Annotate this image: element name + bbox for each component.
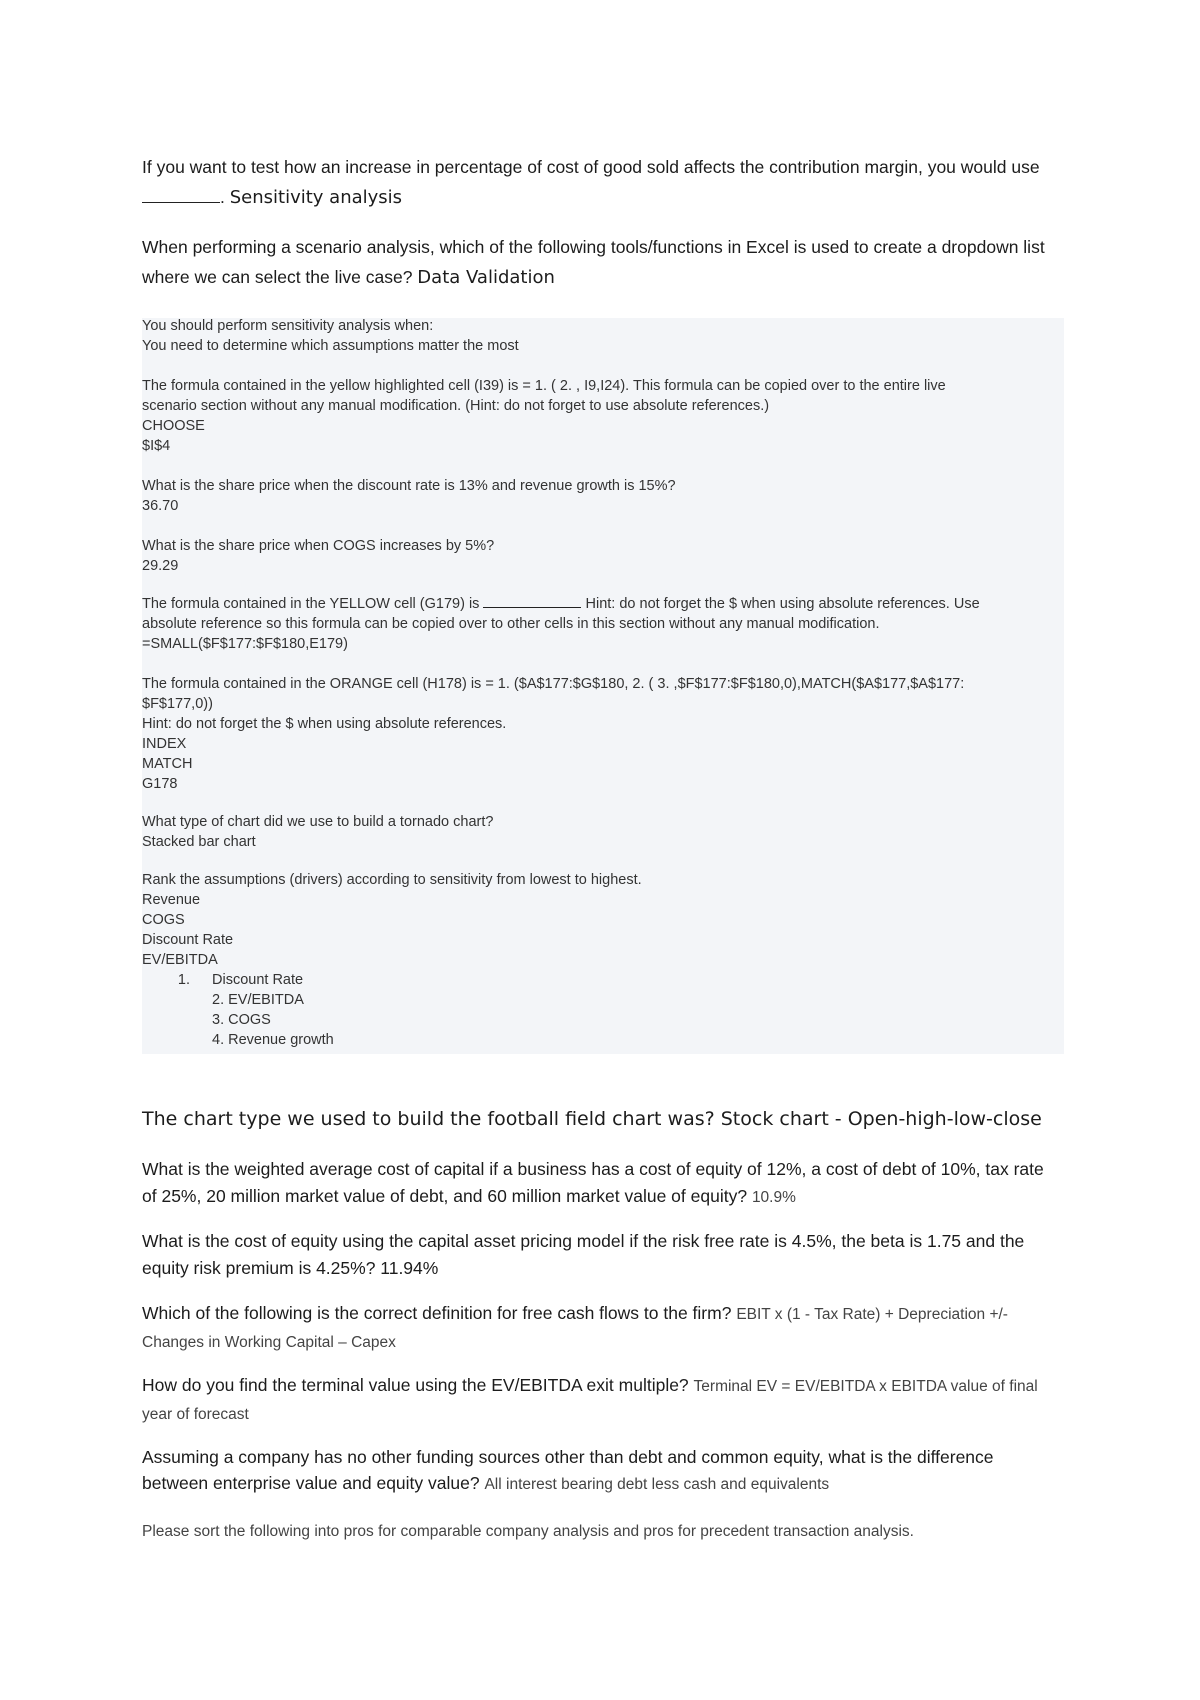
answer-text: All interest bearing debt less cash and equivalents [484,1476,830,1493]
option-item: Discount Rate [142,932,234,948]
question-text: How do you find the terminal value using the EV/EBITDA exit multiple? [142,1375,689,1395]
answer-text: INDEX [142,736,187,752]
answer-text: Stacked bar chart [142,834,256,850]
hint-text: Hint: do not forget the $ when using absolute references. Use [585,596,980,612]
box-item-tornado-chart [142,812,1060,852]
list-label: 3. COGS [212,1012,271,1028]
question-text-cont: scenario section without any manual modification. (Hint: do not forget to use absolute references.) [142,398,770,414]
question-ev-vs-equity [142,1444,1060,1498]
box-item-index-match [142,674,1060,794]
question-sensitivity-analysis [142,152,1060,213]
question-text: You should perform sensitivity analysis when: [142,318,434,334]
question-capm [142,1228,1060,1282]
ranked-list-item [142,970,1060,990]
question-text: What is the cost of equity using the capital asset pricing model if the risk free rate is 4.5%, the beta is 1.75 and the equity risk premium is 4.25%? 11.94% [142,1231,1025,1278]
question-text: Rank the assumptions (drivers) according to sensitivity from lowest to highest. [142,872,642,888]
question-text: What is the share price when the discount rate is 13% and revenue growth is 15%? [142,478,676,494]
box-item-small-formula [142,594,1060,654]
question-text: Assuming a company has no other funding sources other than debt and common equity, what is the difference between enterprise value and equity value? [142,1447,994,1493]
answer-text: Terminal EV = EV/EBITDA x EBITDA value of final year of forecast [142,1378,1038,1423]
question-fcff [142,1300,1060,1356]
answer-text: Sensitivity analysis [229,187,403,208]
list-label: 4. Revenue growth [212,1032,334,1048]
punctuation: . [220,187,230,207]
question-text: The formula contained in the yellow highlighted cell (I39) is = 1. ( 2. , I9,I24). This formula can be copied over to the entire live [142,378,946,394]
option-item: Revenue [142,892,201,908]
box-item-sensitivity-when [142,316,1060,356]
question-text: What type of chart did we use to build a tornado chart? [142,814,494,830]
question-text-cont: absolute reference so this formula can be copied over to other cells in this section without any manual modification. [142,616,880,632]
box-item-choose-formula [142,376,1060,456]
answer-text: $I$4 [142,438,171,454]
answer-text: G178 [142,776,178,792]
question-sort-pros [142,1520,1060,1544]
option-item: EV/EBITDA [142,952,218,968]
ranked-list-item [142,1010,1060,1030]
question-wacc [142,1156,1060,1211]
answer-text: Data Validation [417,267,555,288]
list-label: 2. EV/EBITDA [212,992,304,1008]
answer-text: 36.70 [142,498,179,514]
list-number [142,1010,212,1030]
answer-text: 10.9% [751,1189,796,1206]
answer-text: 29.29 [142,558,179,574]
ranked-list-item [142,1030,1060,1050]
question-text: The formula contained in the ORANGE cell (H178) is = 1. ($A$177:$G$180, 2. ( 3. ,$F$177:$F$180,0),MATCH($A$177,$A$177: [142,676,965,692]
question-data-validation [142,232,1060,293]
answer-text: MATCH [142,756,193,772]
question-text: If you want to test how an increase in percentage of cost of good sold affects the contribution margin, you would use [142,157,1040,177]
box-item-rank-assumptions [142,870,1060,1050]
question-text: When performing a scenario analysis, which of the following tools/functions in Excel is used to create a dropdown list where we can select the live case? [142,237,1045,287]
box-item-share-price-cogs [142,536,1060,576]
answer-text: You need to determine which assumptions matter the most [142,338,519,354]
list-number [142,990,212,1010]
box-item-share-price-discount [142,476,1060,516]
question-terminal-value [142,1372,1060,1428]
list-number [142,1030,212,1050]
answer-text: CHOOSE [142,418,205,434]
question-text-cont: $F$177,0)) [142,696,213,712]
answer-blank [483,606,581,608]
ranked-list-item [142,990,1060,1010]
list-label: Discount Rate [212,972,304,988]
hint-text: Hint: do not forget the $ when using absolute references. [142,716,507,732]
question-text: What is the weighted average cost of capital if a business has a cost of equity of 12%, a cost of debt of 10%, tax rate of 25%, 20 million market value of debt, and 60 million market value of equity? [142,1159,1044,1206]
answer-text: EBIT x (1 - Tax Rate) + Depreciation +/- Changes in Working Capital – Capex [142,1306,1008,1351]
question-text: The chart type we used to build the football field chart was? Stock chart - Open-high-low-close [142,1108,1042,1130]
question-text: Please sort the following into pros for comparable company analysis and pros for precedent transaction analysis. [142,1523,914,1540]
question-text: The formula contained in the YELLOW cell (G179) is [142,596,480,612]
question-text: What is the share price when COGS increases by 5%? [142,538,495,554]
question-text: Which of the following is the correct definition for free cash flows to the firm? [142,1303,732,1323]
list-number: 1. [177,972,190,988]
answer-blank [142,201,220,203]
question-football-field-chart [142,1104,1060,1134]
answer-text: =SMALL($F$177:$F$180,E179) [142,636,348,652]
option-item: COGS [142,912,185,928]
